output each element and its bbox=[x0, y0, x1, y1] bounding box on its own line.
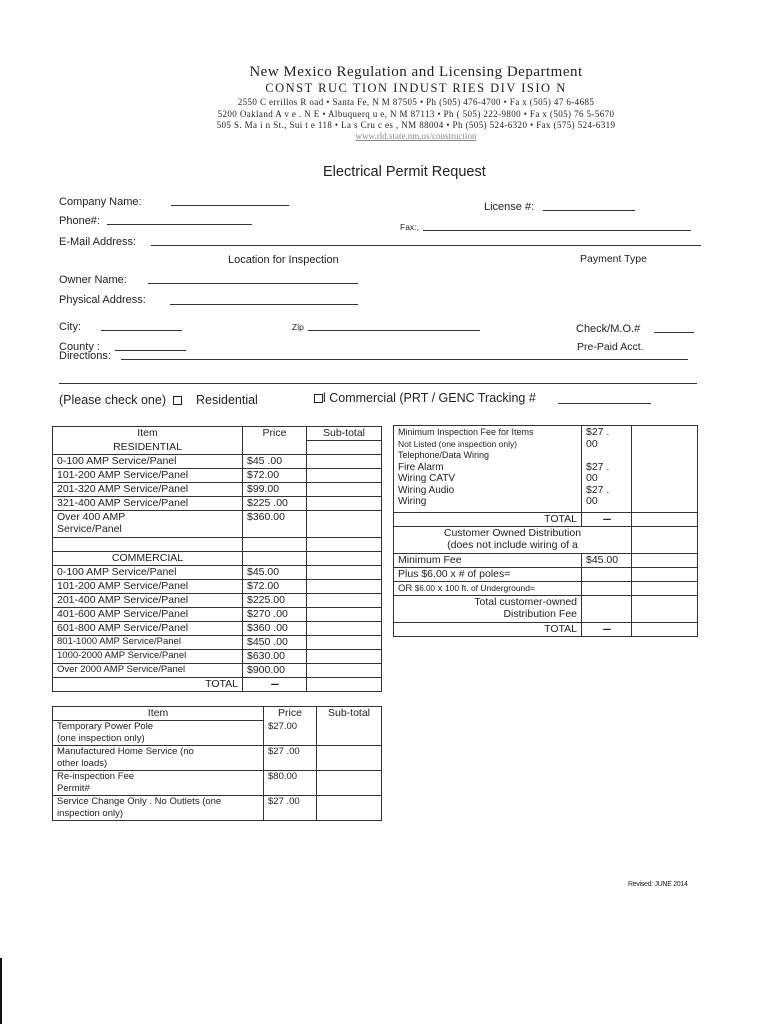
item-cell bbox=[53, 796, 264, 821]
license-field[interactable] bbox=[543, 210, 635, 211]
price-cell: $225 .00 bbox=[243, 497, 307, 511]
blank-cell bbox=[53, 538, 243, 552]
price-line: $27 . bbox=[586, 483, 610, 496]
license-label: License #: bbox=[484, 201, 535, 213]
price-line: 00 bbox=[586, 495, 598, 507]
check-mo-field[interactable] bbox=[654, 332, 694, 333]
item-line: Re-inspection Fee bbox=[57, 771, 135, 782]
price-cell: $45.00 bbox=[582, 554, 632, 568]
company-name-field[interactable] bbox=[171, 205, 289, 206]
item-cell: Over 2000 AMP Service/Panel bbox=[53, 664, 243, 678]
subtotal-cell[interactable] bbox=[317, 746, 382, 771]
label-line: Distribution Fee bbox=[503, 608, 577, 620]
item-cell: 201-320 AMP Service/Panel bbox=[53, 483, 243, 497]
item-line: Service Change Only . No Outlets (one bbox=[57, 796, 222, 807]
blank-cell bbox=[582, 582, 632, 596]
subtotal-cell[interactable] bbox=[632, 596, 698, 623]
price-line: $27 . bbox=[586, 460, 610, 473]
total-row bbox=[53, 678, 382, 692]
left-edge-mark bbox=[0, 958, 2, 1024]
subtotal-cell[interactable] bbox=[632, 568, 698, 582]
item-line: (one inspection only) bbox=[57, 732, 145, 744]
subtotal-cell[interactable] bbox=[307, 566, 382, 580]
total-value: --- bbox=[243, 678, 307, 692]
price-cell: $80.00 bbox=[264, 771, 317, 796]
item-header: Item bbox=[53, 427, 243, 441]
zip-label: Zip bbox=[292, 322, 304, 332]
table-header-row bbox=[53, 427, 382, 441]
form-title: Electrical Permit Request bbox=[323, 164, 486, 180]
item-cell: 321-400 AMP Service/Panel bbox=[53, 497, 243, 511]
subtotal-cell[interactable] bbox=[307, 455, 382, 469]
total-row bbox=[394, 513, 698, 527]
price-header: Price bbox=[243, 427, 307, 441]
table-row bbox=[53, 497, 382, 511]
please-check-text: (Please check one) bbox=[59, 393, 167, 407]
section-divider bbox=[59, 383, 697, 384]
item-header: Item bbox=[53, 707, 264, 721]
subtotal-cell[interactable] bbox=[317, 771, 382, 796]
item-line: Minimum Inspection Fee for Items bbox=[398, 427, 534, 437]
price-line: 00 bbox=[586, 472, 598, 484]
total-row bbox=[394, 623, 698, 637]
service-panel-table bbox=[52, 426, 382, 692]
item-line: Telephone/Data Wiring bbox=[398, 450, 490, 460]
subtotal-cell[interactable] bbox=[317, 721, 382, 746]
subtotal-cell[interactable] bbox=[307, 650, 382, 664]
price-cell: $630.00 bbox=[243, 650, 307, 664]
residential-heading-row bbox=[53, 441, 382, 455]
item-cell: 201-400 AMP Service/Panel bbox=[53, 594, 243, 608]
table-row bbox=[53, 483, 382, 497]
price-cell: $225.00 bbox=[243, 594, 307, 608]
total-label: TOTAL bbox=[394, 513, 582, 527]
item-cell: Minimum Fee bbox=[394, 554, 582, 568]
item-cell: Plus $6.00 x # of poles= bbox=[394, 568, 582, 582]
price-cell: $72.00 bbox=[243, 580, 307, 594]
website-link[interactable]: www.rld.state.nm.us/construction bbox=[355, 131, 477, 141]
item-cell bbox=[53, 771, 264, 796]
price-cell: $900.00 bbox=[243, 664, 307, 678]
min-inspection-row bbox=[394, 426, 698, 513]
item-line: Permit# bbox=[57, 782, 90, 794]
payment-type-heading: Payment Type bbox=[580, 253, 647, 265]
commercial-heading-row bbox=[53, 552, 382, 566]
subtotal-cell[interactable] bbox=[307, 636, 382, 650]
subtotal-cell[interactable] bbox=[307, 469, 382, 483]
address-albuquerque: 5200 Oakland A v e . N E • Albuquerq u e, N M 87113 • Ph ( 505) 222-9800 • Fa x (505) 76 5-5670 bbox=[217, 109, 615, 119]
subtotal-cell[interactable] bbox=[307, 608, 382, 622]
email-label: E-Mail Address: bbox=[59, 236, 137, 248]
table-row bbox=[53, 746, 382, 771]
table-row bbox=[53, 796, 382, 821]
location-heading: Location for Inspection bbox=[228, 254, 339, 266]
customer-owned-heading bbox=[394, 527, 632, 554]
total-label: TOTAL bbox=[53, 678, 243, 692]
table-row bbox=[53, 622, 382, 636]
price-cell: $27 .00 bbox=[264, 796, 317, 821]
price-cell: $72.00 bbox=[243, 469, 307, 483]
table-row bbox=[394, 582, 698, 596]
physical-address-field[interactable] bbox=[170, 304, 358, 305]
table-row bbox=[53, 771, 382, 796]
blank-cell bbox=[243, 441, 307, 455]
price-cell: $27.00 bbox=[264, 721, 317, 746]
blank-cell bbox=[243, 538, 307, 552]
item-line: Wiring Audio bbox=[398, 484, 455, 496]
city-label: City: bbox=[59, 321, 81, 333]
blank-cell bbox=[243, 552, 307, 566]
county-field[interactable] bbox=[115, 350, 186, 351]
item-line: inspection only) bbox=[57, 807, 124, 819]
subtotal-header: Sub-total bbox=[317, 707, 382, 721]
subtotal-cell[interactable] bbox=[307, 594, 382, 608]
blank-cell bbox=[582, 568, 632, 582]
table-row bbox=[53, 455, 382, 469]
item-line: Temporary Power Pole bbox=[57, 721, 154, 732]
check-mo-label: Check/M.O.# bbox=[576, 323, 641, 335]
subtotal-cell[interactable] bbox=[632, 554, 698, 568]
email-field[interactable] bbox=[151, 245, 701, 246]
times-text: x bbox=[437, 583, 443, 594]
table-row bbox=[394, 568, 698, 582]
item-cell: 101-200 AMP Service/Panel bbox=[53, 469, 243, 483]
price-cell: $27 .00 bbox=[264, 746, 317, 771]
item-line: Service/Panel bbox=[57, 523, 122, 535]
subtotal-cell[interactable] bbox=[307, 497, 382, 511]
spacer-row bbox=[53, 538, 382, 552]
phone-field[interactable] bbox=[107, 224, 252, 225]
directions-field[interactable] bbox=[121, 359, 688, 360]
table-row bbox=[53, 566, 382, 580]
table-row bbox=[53, 636, 382, 650]
item-cell: 801-1000 AMP Service/Panel bbox=[53, 636, 243, 650]
price-cell: $45.00 bbox=[243, 566, 307, 580]
label-line: Total customer-owned bbox=[474, 596, 577, 608]
table-header-row bbox=[53, 707, 382, 721]
item-line: Wiring CATV bbox=[398, 473, 456, 484]
price-line: 00 bbox=[586, 437, 598, 450]
item-cell: 0-100 AMP Service/Panel bbox=[53, 455, 243, 469]
owner-name-field[interactable] bbox=[148, 283, 358, 284]
item-cell bbox=[394, 582, 582, 596]
blank-cell bbox=[582, 596, 632, 623]
price-line: $27 . bbox=[586, 426, 610, 438]
table-row bbox=[53, 580, 382, 594]
commercial-option bbox=[314, 391, 536, 405]
table-row bbox=[53, 469, 382, 483]
total-customer-row bbox=[394, 596, 698, 623]
subtotal-cell[interactable] bbox=[307, 622, 382, 636]
blank-cell[interactable] bbox=[632, 623, 698, 637]
price-header: Price bbox=[264, 707, 317, 721]
blank-cell[interactable] bbox=[632, 513, 698, 527]
county-label: County : bbox=[59, 341, 100, 353]
price-cell: $360 .00 bbox=[243, 622, 307, 636]
fax-field[interactable] bbox=[423, 230, 691, 231]
item-line: Fire Alarm bbox=[398, 461, 444, 473]
division-name: CONST RUC TION INDUST RIES DIV ISIO N bbox=[265, 81, 567, 95]
table-row bbox=[53, 594, 382, 608]
total-value: --- bbox=[582, 513, 632, 527]
residential-heading: RESIDENTIAL bbox=[53, 441, 243, 455]
total-customer-label bbox=[394, 596, 582, 623]
heading-line: Customer Owned Distribution bbox=[443, 527, 582, 539]
rate-text: $6.00 bbox=[414, 584, 435, 593]
prepaid-label: Pre-Paid Acct. bbox=[577, 341, 644, 353]
item-line: Not Listed (one inspection only) bbox=[398, 438, 518, 449]
subtotal-cell[interactable] bbox=[317, 796, 382, 821]
commercial-label: l Commercial (PRT / GENC Tracking # bbox=[323, 391, 536, 405]
tracking-number-field[interactable] bbox=[558, 403, 651, 404]
item-line: Over 400 AMP bbox=[57, 511, 126, 523]
customer-owned-heading-row bbox=[394, 527, 698, 554]
subtotal-cell[interactable] bbox=[307, 511, 382, 538]
department-title: New Mexico Regulation and Licensing Department bbox=[249, 64, 583, 80]
table-row bbox=[53, 608, 382, 622]
total-value: --- bbox=[582, 623, 632, 637]
owner-name-label: Owner Name: bbox=[59, 274, 127, 286]
item-cell: 401-600 AMP Service/Panel bbox=[53, 608, 243, 622]
residential-label: Residential bbox=[195, 393, 258, 407]
subtotal-cell[interactable] bbox=[632, 426, 698, 513]
city-field[interactable] bbox=[101, 330, 182, 331]
blank-cell bbox=[632, 527, 698, 554]
item-line: Manufactured Home Service (no bbox=[57, 746, 194, 757]
physical-address-label: Physical Address: bbox=[59, 294, 146, 306]
table-row bbox=[394, 554, 698, 568]
price-cell: $99.00 bbox=[243, 483, 307, 497]
price-cell: $450 .00 bbox=[243, 636, 307, 650]
subtotal-cell[interactable] bbox=[307, 580, 382, 594]
price-cell: $360.00 bbox=[243, 511, 307, 538]
subtotal-cell[interactable] bbox=[307, 664, 382, 678]
phone-label: Phone#: bbox=[59, 215, 100, 227]
directions-label: Directions: bbox=[59, 350, 111, 362]
item-cell bbox=[53, 746, 264, 771]
misc-fees-table bbox=[393, 425, 698, 637]
item-cell: 1000-2000 AMP Service/Panel bbox=[53, 650, 243, 664]
item-line: other loads) bbox=[57, 757, 108, 769]
or-text: OR bbox=[398, 583, 413, 594]
commercial-heading: COMMERCIAL bbox=[53, 552, 243, 566]
table-row bbox=[53, 650, 382, 664]
heading-line: (does not include wiring of a bbox=[447, 539, 578, 551]
subtotal-cell[interactable] bbox=[307, 483, 382, 497]
other-fees-table bbox=[52, 706, 382, 821]
revised-date: Revised: JUNE 2014 bbox=[628, 881, 688, 888]
item-cell bbox=[53, 721, 264, 746]
company-name-label: Company Name: bbox=[59, 196, 142, 208]
address-santa-fe: 2550 C errillos R oad • Santa Fe, N M 87505 • Ph (505) 476-4700 • Fa x (505) 47 6-4685 bbox=[237, 97, 595, 107]
table-row bbox=[53, 664, 382, 678]
item-line: Wiring bbox=[398, 496, 427, 507]
table-row bbox=[53, 721, 382, 746]
blank-cell bbox=[307, 552, 382, 566]
min-inspection-prices bbox=[582, 426, 632, 513]
blank-cell bbox=[307, 538, 382, 552]
zip-field[interactable] bbox=[308, 330, 480, 331]
subtotal-cell[interactable] bbox=[632, 582, 698, 596]
item-cell bbox=[53, 511, 243, 538]
item-cell: 601-800 AMP Service/Panel bbox=[53, 622, 243, 636]
item-cell: 101-200 AMP Service/Panel bbox=[53, 580, 243, 594]
price-cell: $270 .00 bbox=[243, 608, 307, 622]
commercial-checkbox[interactable] bbox=[314, 394, 323, 403]
please-check-label bbox=[59, 393, 258, 407]
table-row bbox=[53, 511, 382, 538]
address-las-cruces: 505 S. Ma i n St., Sui t e 118 • La s Cru c es , NM 88004 • Ph (505) 524-6320 • Fax (575) 524-6319 bbox=[216, 120, 616, 130]
total-label: TOTAL bbox=[394, 623, 582, 637]
fax-label: Fax:, bbox=[400, 222, 419, 232]
underground-text: 100 ft. of Underground= bbox=[444, 583, 535, 593]
blank-cell[interactable] bbox=[307, 441, 382, 455]
blank-cell[interactable] bbox=[307, 678, 382, 692]
item-cell: 0-100 AMP Service/Panel bbox=[53, 566, 243, 580]
residential-checkbox[interactable] bbox=[173, 396, 182, 405]
min-inspection-items bbox=[394, 426, 582, 513]
subtotal-header: Sub-total bbox=[307, 427, 382, 441]
price-cell: $45 .00 bbox=[243, 455, 307, 469]
